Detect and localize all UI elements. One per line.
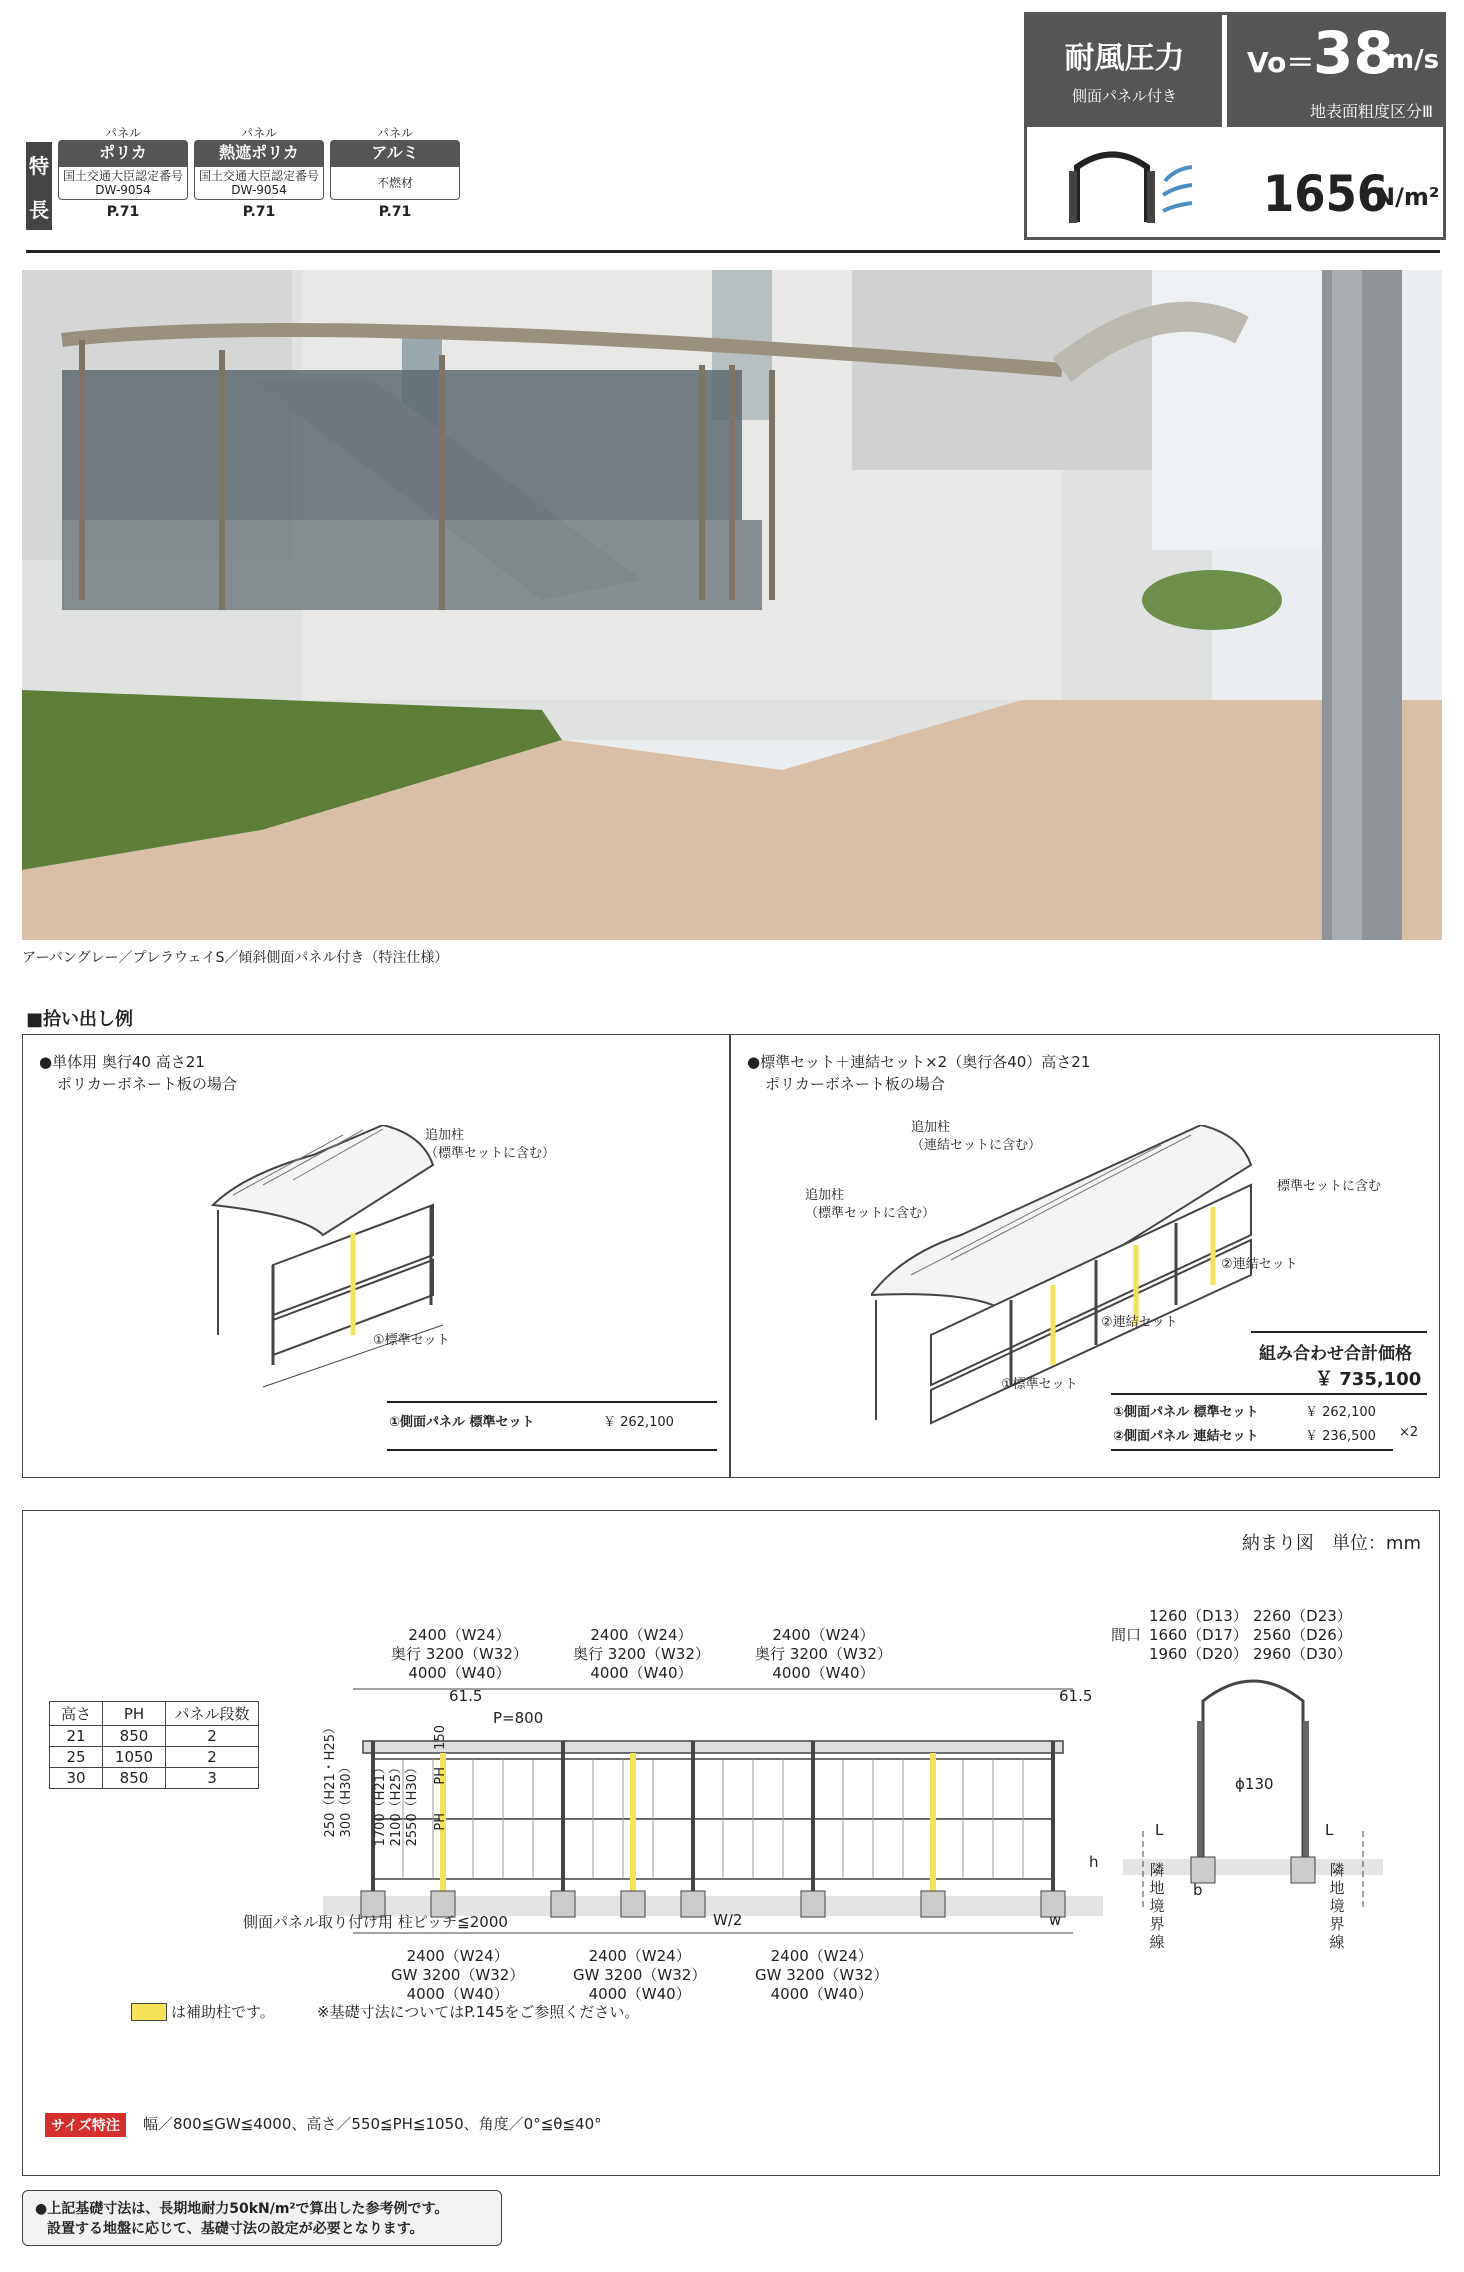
pitch-label: P=800 — [493, 1709, 544, 1727]
table-cell: 2 — [166, 1747, 259, 1768]
depth-label: 奥行 — [755, 1645, 786, 1663]
gw-value: 2400（W24） — [406, 1947, 509, 1965]
feature-tag-cert — [194, 166, 324, 200]
table-header: PH — [103, 1702, 166, 1726]
table-cell: 30 — [50, 1768, 103, 1789]
height-left-labels — [323, 1721, 355, 1837]
opening-value: 2560（D26） — [1253, 1626, 1352, 1644]
callout-line2: （連結セットに含む） — [911, 1138, 1042, 1153]
example-left-price: ￥ 262,100 — [603, 1415, 674, 1430]
gw-group-3 — [755, 1947, 888, 2004]
depth-value: 3200（W32） — [425, 1645, 528, 1663]
example-left-callout-standard: ①標準セット — [373, 1333, 450, 1348]
depth-group-1 — [391, 1626, 528, 1683]
example-right-drawing — [871, 1125, 1291, 1425]
example-right-heading: ●標準セット＋連結セット×2（奥行各40）高さ21 — [747, 1053, 1091, 1071]
table-cell: 21 — [50, 1726, 103, 1747]
boundary-char: 界 — [1329, 1915, 1345, 1933]
height-mid-1: 1700（H21） — [373, 1761, 388, 1847]
example-right-panel — [730, 1034, 1440, 1478]
footnote-line1: ●上記基礎寸法は、長期地耐力50kN/m²で算出した参考例です。 — [35, 2201, 449, 2217]
gw-label: GW — [391, 1966, 418, 1984]
height-mid-3: 2550（H30） — [405, 1761, 420, 1847]
feature-tag-small: パネル — [104, 126, 141, 140]
depth-value: 4000（W40） — [590, 1664, 693, 1682]
ph-label-1: PH — [433, 1767, 448, 1785]
example-left-callout-added-post — [425, 1127, 555, 1163]
callout-line1: 追加柱 — [425, 1128, 465, 1143]
opening-value: 1960（D20） — [1149, 1645, 1248, 1663]
opening-value: 1260（D13） — [1149, 1607, 1248, 1625]
feature-tag-name: アルミ — [330, 140, 460, 166]
depth-label: 奥行 — [573, 1645, 604, 1663]
v150-label: 150 — [433, 1725, 448, 1750]
L-right-label: L — [1325, 1821, 1334, 1839]
price-rule-bottom — [387, 1449, 717, 1451]
table-row — [50, 1768, 259, 1789]
h-label: h — [1089, 1853, 1099, 1871]
photo-caption: アーバングレー／プレラウェイS／傾斜側面パネル付き（特注仕様） — [22, 950, 449, 966]
gw-label: GW — [573, 1966, 600, 1984]
depth-group-3 — [755, 1626, 892, 1683]
feature-tag-cert-line2: DW-9054 — [95, 183, 151, 197]
boundary-char: 隣 — [1329, 1861, 1345, 1879]
wind-speed-block — [1227, 15, 1443, 127]
example-right-callout-standard: ①標準セット — [1001, 1377, 1078, 1392]
boundary-char: 線 — [1149, 1933, 1165, 1951]
L-left-label: L — [1155, 1821, 1164, 1839]
example-row-2-price: ￥ 236,500 — [1305, 1429, 1376, 1444]
example-right-callout-added-post-connect — [911, 1119, 1041, 1155]
edge-left: 61.5 — [449, 1687, 483, 1705]
table-row — [50, 1726, 259, 1747]
gw-value: 2400（W24） — [770, 1947, 873, 1965]
table-cell: 1050 — [103, 1747, 166, 1768]
opening-label: 間口 — [1111, 1626, 1142, 1644]
height-left-2: 300（H30） — [339, 1760, 354, 1838]
height-table — [49, 1701, 259, 1789]
example-left-heading: ●単体用 奥行40 高さ21 — [39, 1053, 205, 1071]
example-left-sub: ポリカーボネート板の場合 — [57, 1075, 237, 1093]
wind-vo-unit: m/s — [1387, 45, 1440, 75]
callout-line1: 追加柱 — [911, 1120, 951, 1135]
size-custom-text: 幅／800≦GW≦4000、高さ／550≦PH≦1050、角度／0°≦θ≦40° — [143, 2115, 602, 2133]
pitch-note: 側面パネル取り付け用 柱ピッチ≦2000 — [243, 1913, 508, 1931]
wind-title-block — [1027, 15, 1222, 127]
table-cell: 850 — [103, 1726, 166, 1747]
installation-drawing-panel — [22, 1510, 1440, 2176]
opening-value: 2960（D30） — [1253, 1645, 1352, 1663]
example-right-callout-std-incl: 標準セットに含む — [1277, 1179, 1382, 1194]
header-rule — [26, 250, 1440, 253]
table-cell: 25 — [50, 1747, 103, 1768]
feature-tag-cert — [58, 166, 188, 200]
boundary-char: 線 — [1329, 1933, 1345, 1951]
example-right-callout-connect-2: ②連結セット — [1221, 1257, 1298, 1272]
wind-vo-value: 38 — [1313, 19, 1394, 87]
feature-tag-cert-line1: 国土交通大臣認定番号 — [198, 169, 319, 183]
feature-tag-cert-line2: DW-9054 — [231, 183, 287, 197]
gw-value: 3200（W32） — [422, 1966, 525, 1984]
gw-value: 2400（W24） — [588, 1947, 691, 1965]
callout-line2: （標準セットに含む） — [805, 1206, 936, 1221]
boundary-char: 地 — [1149, 1879, 1165, 1897]
depth-label: 奥行 — [391, 1645, 422, 1663]
example-right-callout-added-post-standard — [805, 1187, 935, 1223]
depth-value: 4000（W40） — [772, 1664, 875, 1682]
feature-tag-heat-polyca — [194, 124, 324, 220]
gw-value: 4000（W40） — [588, 1985, 691, 2003]
wind-pressure-box — [1024, 12, 1446, 240]
rows-rule-bottom — [1111, 1449, 1393, 1451]
table-cell: 3 — [166, 1768, 259, 1789]
depth-value: 2400（W24） — [590, 1626, 693, 1644]
boundary-char: 地 — [1329, 1879, 1345, 1897]
wind-subtitle: 側面パネル付き — [1071, 87, 1177, 105]
feature-tag-page: P.71 — [106, 204, 140, 220]
drawing-title: 納まり図 単位：mm — [1241, 1533, 1421, 1554]
w2-label: W/2 — [713, 1911, 743, 1929]
product-photo — [22, 270, 1442, 940]
callout-line2: （標準セットに含む） — [425, 1146, 556, 1161]
depth-value: 3200（W32） — [607, 1645, 710, 1663]
boundary-char: 境 — [1329, 1897, 1345, 1915]
feature-tag-small: パネル — [376, 126, 413, 140]
gw-value: 3200（W32） — [786, 1966, 889, 1984]
total-rule — [1251, 1331, 1427, 1333]
wind-pressure-value: 1656 — [1263, 165, 1389, 223]
gw-value: 4000（W40） — [406, 1985, 509, 2003]
gw-value: 3200（W32） — [604, 1966, 707, 1984]
auxiliary-post-legend-text: は補助柱です。 — [171, 2003, 275, 2021]
auxiliary-post-legend-swatch — [131, 2003, 167, 2021]
wind-vo-label: Vo＝ — [1247, 46, 1315, 79]
wind-pressure-unit: N/m² — [1375, 183, 1440, 211]
table-header: パネル段数 — [166, 1702, 259, 1726]
example-row-1-price: ￥ 262,100 — [1305, 1405, 1376, 1420]
example-total-price: ￥ 735,100 — [1315, 1369, 1422, 1390]
feature-tag-aluminum — [330, 124, 460, 220]
gw-group-2 — [573, 1947, 706, 2004]
side-elevation-drawing — [323, 1681, 1103, 1941]
feature-tag-polyca — [58, 124, 188, 220]
boundary-right — [1327, 1861, 1347, 1951]
feature-tag-name: ポリカ — [58, 140, 188, 166]
boundary-left — [1147, 1861, 1167, 1951]
depth-value: 2400（W24） — [408, 1626, 511, 1644]
size-custom-badge: サイズ特注 — [45, 2113, 126, 2137]
feature-side-char-1: 特 — [29, 153, 49, 178]
boundary-char: 隣 — [1149, 1861, 1165, 1879]
wind-title: 耐風圧力 — [1064, 41, 1185, 76]
table-cell: 850 — [103, 1768, 166, 1789]
example-total-label: 組み合わせ合計価格 — [1259, 1344, 1412, 1364]
table-cell: 2 — [166, 1726, 259, 1747]
phi-label: ϕ130 — [1235, 1775, 1274, 1793]
opening-value: 1660（D17） — [1149, 1626, 1248, 1644]
feature-tag-small: パネル — [240, 126, 277, 140]
example-left-price-label: ①側面パネル 標準セット — [389, 1415, 535, 1430]
example-row-2-multiplier: ×2 — [1399, 1425, 1419, 1440]
depth-value: 3200（W32） — [789, 1645, 892, 1663]
feature-tag-name: 熱遮ポリカ — [194, 140, 324, 166]
boundary-char: 境 — [1149, 1897, 1165, 1915]
example-row-1-label: ①側面パネル 標準セット — [1113, 1405, 1259, 1420]
depth-group-2 — [573, 1626, 710, 1683]
feature-side-label — [26, 142, 52, 230]
table-row — [50, 1747, 259, 1768]
example-right-callout-connect-1: ②連結セット — [1101, 1315, 1178, 1330]
height-left-1: 250（H21・H25） — [323, 1721, 338, 1838]
table-header: 高さ — [50, 1702, 103, 1726]
feature-tag-page: P.71 — [242, 204, 276, 220]
height-mid-2: 2100（H25） — [389, 1761, 404, 1847]
price-rule-top — [387, 1401, 717, 1403]
footnote-line2: 設置する地盤に応じて、基礎寸法の設定が必要となります。 — [47, 2221, 424, 2237]
example-row-2-label: ②側面パネル 連結セット — [1113, 1429, 1259, 1444]
rows-rule-top — [1111, 1393, 1427, 1395]
gw-value: 4000（W40） — [770, 1985, 873, 2003]
height-mid-labels — [373, 1761, 421, 1846]
example-left-drawing — [203, 1125, 463, 1395]
wind-diagram-icon — [1047, 137, 1197, 232]
feature-tag-cert-line1: 不燃材 — [376, 176, 413, 190]
callout-line1: 追加柱 — [805, 1188, 845, 1203]
example-title: ■拾い出し例 — [26, 1009, 134, 1030]
feature-tag-page: P.71 — [378, 204, 412, 220]
ph-label-2: PH — [433, 1813, 448, 1831]
opening-value: 2260（D23） — [1253, 1607, 1352, 1625]
foundation-footnote — [22, 2190, 502, 2246]
feature-side-char-2: 長 — [29, 197, 49, 222]
gw-group-1 — [391, 1947, 524, 2004]
foundation-note: ※基礎寸法についてはP.145をご参照ください。 — [317, 2003, 640, 2021]
gw-label: GW — [755, 1966, 782, 1984]
example-right-sub: ポリカーボネート板の場合 — [765, 1075, 945, 1093]
feature-tag-cert-line1: 国土交通大臣認定番号 — [62, 169, 183, 183]
depth-value: 4000（W40） — [408, 1664, 511, 1682]
w-label: w — [1049, 1911, 1062, 1929]
boundary-char: 界 — [1149, 1915, 1165, 1933]
b-label: b — [1193, 1881, 1203, 1899]
example-left-panel — [22, 1034, 730, 1478]
depth-value: 2400（W24） — [772, 1626, 875, 1644]
wind-terrain: 地表面粗度区分Ⅲ — [1309, 102, 1433, 121]
feature-tag-cert — [330, 166, 460, 200]
edge-right: 61.5 — [1059, 1687, 1093, 1705]
